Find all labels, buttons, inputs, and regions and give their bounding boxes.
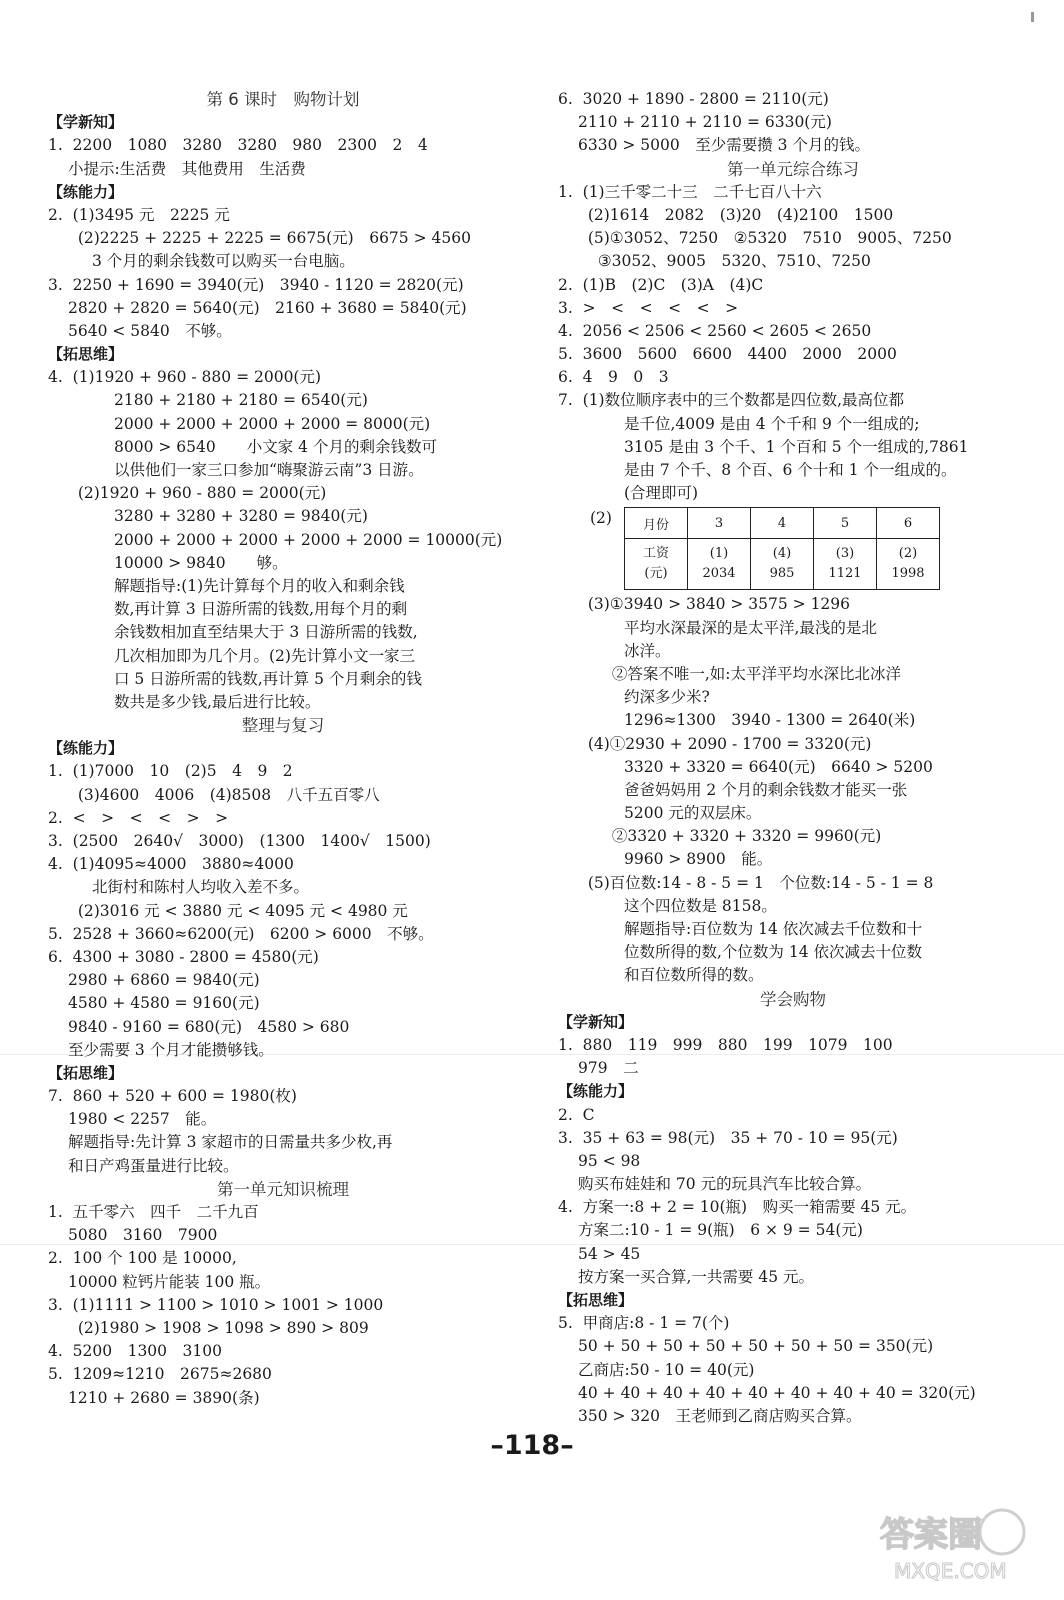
section-title: 第 6 课时 购物计划 — [206, 90, 360, 109]
answer-line: 2. < > < < > > — [48, 808, 229, 827]
answer-line: 和日产鸡蛋量进行比较。 — [68, 1156, 239, 1175]
answer-line: 8000 > 6540 小文家 4 个月的剩余钱数可 — [114, 437, 437, 456]
section-heading: 【拓思维】 — [558, 1291, 634, 1309]
answer-line: 至少需要 3 个月才能攒够钱。 — [68, 1040, 274, 1059]
page-number: –118– — [490, 1430, 574, 1461]
answer-line: 2180 + 2180 + 2180 = 6540(元) — [114, 391, 368, 410]
answer-line: 5080 3160 7900 — [68, 1226, 218, 1245]
table-header-cell: 月份 — [625, 508, 688, 539]
corner-mark — [1031, 12, 1034, 22]
answer-line: 冰洋。 — [624, 641, 671, 660]
answer-line: 1. (1)三千零二十三 二千七百八十六 — [558, 182, 822, 201]
answer-line: 5. 2528 + 3660≈6200(元) 6200 > 6000 不够。 — [48, 924, 434, 943]
answer-line: (3)①3940 > 3840 > 3575 > 1296 — [578, 595, 851, 614]
answer-line: 小提示:生活费 其他费用 生活费 — [68, 159, 306, 178]
answer-line: 2000 + 2000 + 2000 + 2000 + 2000 = 10000(元) — [114, 530, 503, 549]
answer-line: 按方案一买合算,一共需要 45 元。 — [578, 1267, 815, 1286]
answer-line: 7. 860 + 520 + 600 = 1980(枚) — [48, 1087, 297, 1106]
answer-line: 3320 + 3320 = 6640(元) 6640 > 5200 — [624, 757, 933, 776]
cell-value: 1121 — [828, 566, 862, 582]
answer-line: (2)1980 > 1908 > 1098 > 890 > 809 — [68, 1318, 369, 1337]
answer-line: 3 个月的剩余钱数可以购买一台电脑。 — [92, 252, 355, 271]
cell-value: 1998 — [891, 566, 925, 582]
answer-line: 北街村和陈村人均收入差不多。 — [92, 878, 310, 897]
answer-line: 3. 35 + 63 = 98(元) 35 + 70 - 10 = 95(元) — [558, 1128, 898, 1147]
row-label-line: (元) — [644, 566, 668, 582]
section-heading: 【拓思维】 — [48, 345, 124, 364]
section-title: 学会购物 — [760, 989, 826, 1009]
answer-line: ③3052、9005 5320、7510、7250 — [578, 252, 871, 271]
answer-line: 4580 + 4580 = 9160(元) — [68, 994, 260, 1013]
answer-line: 40 + 40 + 40 + 40 + 40 + 40 + 40 + 40 = 320(元) — [578, 1383, 976, 1402]
answer-line: 50 + 50 + 50 + 50 + 50 + 50 + 50 = 350(元) — [578, 1337, 934, 1356]
answer-line: 1. 880 119 999 880 199 1079 100 — [558, 1035, 893, 1054]
answer-line: 解题指导:(1)先计算每个月的收入和剩余钱 — [114, 576, 405, 595]
answer-line: 5. 甲商店:8 - 1 = 7(个) — [558, 1314, 730, 1333]
answer-line: 3. 2250 + 1690 = 3940(元) 3940 - 1120 = 2820(元) — [48, 275, 464, 294]
table-header-cell: 5 — [814, 508, 877, 539]
answer-line: 6. 4 9 0 3 — [558, 368, 669, 387]
cell-rank: (2) — [898, 546, 918, 562]
right-column-bottom — [558, 593, 1028, 1428]
answer-line: 10000 > 9840 够。 — [114, 553, 288, 572]
answer-line: 6. 3020 + 1890 - 2800 = 2110(元) — [558, 90, 829, 108]
section-heading: 【练能力】 — [48, 739, 124, 758]
answer-line: 54 > 45 — [578, 1244, 641, 1263]
answer-line: 方案二:10 - 1 = 9(瓶) 6 × 9 = 54(元) — [578, 1221, 863, 1240]
answer-line: ②3320 + 3320 + 3320 = 9960(元) — [602, 827, 882, 846]
answer-line: 3. (2500 2640√ 3000) (1300 1400√ 1500) — [48, 832, 431, 850]
answer-line: 9840 - 9160 = 680(元) 4580 > 680 — [68, 1017, 350, 1036]
watermark-url-text: MXQE.COM — [894, 1559, 1007, 1583]
answer-line: 6330 > 5000 至少需要攒 3 个月的钱。 — [578, 136, 870, 155]
answer-line: 6. 4300 + 3080 - 2800 = 4580(元) — [48, 947, 319, 966]
answer-line: 10000 粒钙片能装 100 瓶。 — [68, 1272, 271, 1291]
salary-table-block — [558, 505, 1028, 593]
answer-line: 2820 + 2820 = 5640(元) 2160 + 3680 = 5840(元) — [68, 298, 467, 317]
right-column-top — [558, 88, 1028, 505]
answer-line: 4. 方案一:8 + 2 = 10(瓶) 购买一箱需要 45 元。 — [558, 1198, 917, 1217]
page-number-value: 118 — [503, 1430, 561, 1461]
answer-line: 2980 + 6860 = 9840(元) — [68, 971, 260, 990]
cell-value: 2034 — [702, 566, 736, 582]
watermark-brand-text: 答案圈 — [880, 1515, 982, 1555]
answer-line: 2110 + 2110 + 2110 = 6330(元) — [578, 113, 832, 132]
section-title: 第一单元综合练习 — [727, 159, 859, 179]
answer-line: 9960 > 8900 能。 — [624, 850, 773, 869]
section-heading: 【练能力】 — [48, 182, 124, 201]
answer-line: 是由 7 个千、8 个百、6 个十和 1 个一组成的。 — [624, 461, 957, 479]
right-column — [558, 88, 1028, 1428]
answer-line: 解题指导:百位数为 14 依次减去千位数和十 — [624, 920, 923, 938]
answer-line: 2. 100 个 100 是 10000, — [48, 1249, 237, 1268]
answer-line: (5)百位数:14 - 8 - 5 = 1 个位数:14 - 5 - 1 = 8 — [578, 873, 934, 892]
watermark-logo-graphic — [874, 1506, 1034, 1586]
answer-line: 这个四位数是 8158。 — [624, 896, 777, 915]
answer-line: 5640 < 5840 不够。 — [68, 321, 232, 340]
salary-table-label: (2) — [590, 509, 612, 528]
table-row — [625, 539, 940, 590]
answer-line: 乙商店:50 - 10 = 40(元) — [578, 1360, 755, 1379]
row-label-line: 工资 — [642, 546, 669, 562]
answer-line: 1. 五千零六 四千 二千九百 — [48, 1203, 259, 1221]
table-cell — [688, 539, 751, 590]
answer-line: 4. (1)1920 + 960 - 880 = 2000(元) — [48, 368, 322, 387]
salary-table — [624, 507, 940, 590]
answer-line: (合理即可) — [624, 484, 699, 503]
answer-line: 平均水深最深的是太平洋,最浅的是北 — [624, 618, 877, 637]
answer-line: 余钱数相加直至结果大于 3 日游所需的钱数, — [114, 623, 418, 642]
left-column — [48, 88, 518, 1410]
answer-line: 5. 1209≈1210 2675≈2680 — [48, 1365, 272, 1384]
table-header-cell: 4 — [751, 508, 814, 539]
answer-line: 3105 是由 3 个千、1 个百和 5 个一组成的,7861 — [624, 437, 969, 456]
answer-line: 解题指导:先计算 3 家超市的日需量共多少枚,再 — [68, 1133, 393, 1152]
table-header-cell: 3 — [688, 508, 751, 539]
site-watermark-logo — [874, 1506, 1034, 1586]
section-title: 第一单元知识梳理 — [217, 1179, 349, 1199]
answer-line: 2. (1)B (2)C (3)A (4)C — [558, 275, 764, 294]
table-row-label — [625, 539, 688, 590]
answer-line: 4. (1)4095≈4000 3880≈4000 — [48, 855, 294, 874]
answer-line: 3. > < < < < > — [558, 298, 739, 317]
answer-line: 爸爸妈妈用 2 个月的剩余钱数才能买一张 — [624, 780, 908, 799]
table-header-row — [625, 508, 940, 539]
answer-line: (5)①3052、7250 ②5320 7510 9005、7250 — [578, 229, 952, 248]
answer-line: (2)3016 元 < 3880 元 < 4095 元 < 4980 元 — [68, 901, 408, 920]
answer-line: 数共是多少钱,最后进行比较。 — [114, 692, 321, 711]
answer-line: (4)①2930 + 2090 - 1700 = 3320(元) — [578, 734, 872, 753]
section-heading: 【学新知】 — [558, 1012, 634, 1031]
table-cell — [814, 539, 877, 590]
answer-line: 1. 2200 1080 3280 3280 980 2300 2 4 — [48, 136, 428, 155]
answer-line: 3280 + 3280 + 3280 = 9840(元) — [114, 507, 368, 526]
section-title: 整理与复习 — [241, 716, 325, 736]
table-header-cell: 6 — [877, 508, 940, 539]
answer-line: (3)4600 4006 (4)8508 八千五百零八 — [68, 785, 380, 804]
answer-line: (2)2225 + 2225 + 2225 = 6675(元) 6675 > 4560 — [68, 229, 471, 248]
answer-line: 3. (1)1111 > 1100 > 1010 > 1001 > 1000 — [48, 1295, 384, 1314]
answer-line: 1296≈1300 3940 - 1300 = 2640(米) — [624, 711, 916, 730]
answer-line: 1980 < 2257 能。 — [68, 1110, 217, 1129]
cell-rank: (1) — [709, 546, 729, 562]
answer-line: 5. 3600 5600 6600 4400 2000 2000 — [558, 345, 897, 364]
answer-line: 购买布娃娃和 70 元的玩具汽车比较合算。 — [578, 1175, 872, 1194]
watermark-circle — [980, 1510, 1024, 1554]
cell-rank: (4) — [772, 546, 792, 562]
answer-line: 和百位数所得的数。 — [624, 966, 764, 985]
section-heading: 【练能力】 — [558, 1082, 634, 1101]
table-cell — [877, 539, 940, 590]
answer-line: 95 < 98 — [578, 1151, 641, 1170]
section-heading: 【拓思维】 — [48, 1063, 124, 1082]
answer-line: 2. (1)3495 元 2225 元 — [48, 205, 230, 224]
answer-line: 位数所得的数,个位数为 14 依次减去十位数 — [624, 943, 923, 962]
answer-line: 约深多少米? — [624, 688, 710, 707]
answer-line: 979 二 — [578, 1059, 639, 1078]
answer-line: 数,再计算 3 日游所需的钱数,用每个月的剩 — [114, 600, 408, 619]
answer-line: 口 5 日游所需的钱数,再计算 5 个月剩余的钱 — [114, 669, 422, 688]
answer-line: 以供他们一家三口参加“嗨聚游云南”3 日游。 — [114, 461, 424, 479]
answer-line: 4. 2056 < 2506 < 2560 < 2605 < 2650 — [558, 321, 872, 340]
answer-line: 1. (1)7000 10 (2)5 4 9 2 — [48, 762, 293, 781]
answer-line: 是千位,4009 是由 4 个千和 9 个一组成的; — [624, 414, 920, 433]
section-heading: 【学新知】 — [48, 113, 124, 132]
cell-value: 985 — [769, 566, 795, 582]
answer-line: 几次相加即为几个月。(2)先计算小文一家三 — [114, 646, 415, 665]
answer-line: (2)1614 2082 (3)20 (4)2100 1500 — [578, 205, 894, 224]
answer-line: (2)1920 + 960 - 880 = 2000(元) — [68, 484, 327, 503]
answer-line: 350 > 320 王老师到乙商店购买合算。 — [578, 1406, 862, 1425]
table-cell — [751, 539, 814, 590]
answer-line: 2. C — [558, 1105, 595, 1124]
answer-line: ②答案不唯一,如:太平洋平均水深比北冰洋 — [602, 664, 902, 683]
cell-rank: (3) — [835, 546, 855, 562]
answer-line: 1210 + 2680 = 3890(条) — [68, 1388, 260, 1407]
answer-line: 7. (1)数位顺序表中的三个数都是四位数,最高位都 — [558, 391, 905, 410]
answer-line: 5200 元的双层床。 — [624, 804, 762, 823]
answer-line: 2000 + 2000 + 2000 + 2000 = 8000(元) — [114, 414, 431, 433]
answer-line: 4. 5200 1300 3100 — [48, 1342, 222, 1361]
